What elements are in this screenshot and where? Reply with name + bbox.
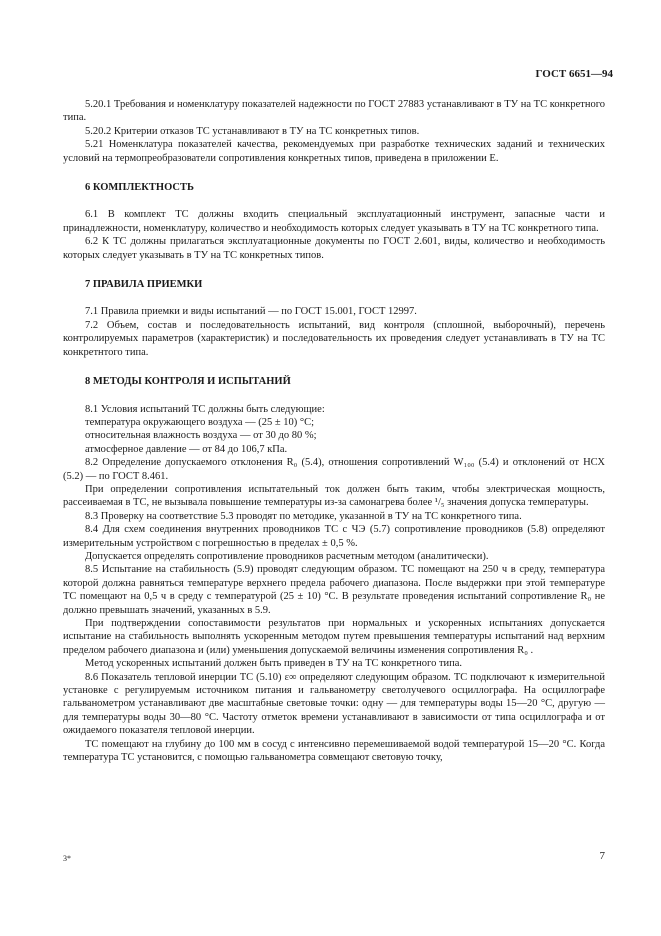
paragraph-accelerated-method: Метод ускоренных испытаний должен быть приведен в ТУ на ТС конкретного типа. <box>85 658 463 670</box>
paragraph-test-current: При определении сопротивления испытательный ток должен быть таким, чтобы электрическая мощность, рассеиваемая в ТС, не вызывала повышение температуры из-за самонагрева более ¹/₅ значения допуска температуры. <box>63 483 605 509</box>
paragraph-5-20-1: 5.20.1 Требования и номенклатуру показателей надежности по ГОСТ 27883 устанавливают в ТУ на ТС конкретного типа. <box>63 99 605 124</box>
sheet-mark: 3* <box>63 854 71 863</box>
paragraph-6-2: 6.2 К ТС должны прилагаться эксплуатационные документы по ГОСТ 2.601, виды, количество и необходимость которых следует указывать в ТУ на ТС конкретных типов. <box>63 236 605 261</box>
paragraph-accelerated-tests: При подтверждении сопоставимости результатов при нормальных и ускоренных испытаниях допускается испытание на стабильность выполнять ускоренным методом путем превышения температуры испытаний над верхним пределом рабочего диапазона и (или) уменьшения допускаемой величины изменения сопротивления R₀ . <box>63 618 605 656</box>
condition-pressure: атмосферное давление — от 84 до 106,7 кПа. <box>85 443 288 455</box>
paragraph-8-3: 8.3 Проверку на соответствие 5.3 проводят по методике, указанной в ТУ на ТС конкретного типа. <box>85 510 522 522</box>
condition-humidity: относительная влажность воздуха — от 30 до 80 %; <box>85 430 317 442</box>
paragraph-6-1: 6.1 В комплект ТС должны входить специальный эксплуатационный инструмент, запасные части и принадлежности, номенклатуру, количество и необходимость которых следует указывать в ТУ на ТС конкретного типа. <box>63 209 605 234</box>
paragraph-8-4: 8.4 Для схем соединения внутренних проводников ТС с ЧЭ (5.7) сопротивление проводников (5.8) определяют измерительным устройством с погрешностью в пределах ± 0,5 %. <box>63 524 605 549</box>
document-code: ГОСТ 6651—94 <box>535 68 613 80</box>
document-body <box>63 98 605 764</box>
paragraph-8-1: 8.1 Условия испытаний ТС должны быть следующие: <box>85 403 325 415</box>
page-number: 7 <box>599 850 605 862</box>
paragraph-5-20-2: 5.20.2 Критерии отказов ТС устанавливают в ТУ на ТС конкретных типов. <box>85 125 420 137</box>
paragraph-5-21: 5.21 Номенклатура показателей качества, рекомендуемых при разработке технических заданий и технических условий на термопреобразователи сопротивления конкретных типов, приведена в приложении Е. <box>63 139 605 164</box>
paragraph-7-2: 7.2 Объем, состав и последовательность испытаний, вид контроля (сплошной, выборочный), перечень контролируемых параметров (характеристик) и последовательность их проведения следует устанавливать в ТУ на ТС конкретнтого типа. <box>63 319 605 358</box>
paragraph-8-2: 8.2 Определение допускаемого отклонения R₀ (5.4), отношения сопротивлений W₁₀₀ (5.4) и отклонений от НСХ (5.2) — по ГОСТ 8.461. <box>63 457 605 482</box>
paragraph-analytic-method: Допускается определять сопротивление проводников расчетным методом (аналитически). <box>85 550 489 562</box>
section-7-heading: 7 ПРАВИЛА ПРИЕМКИ <box>85 279 203 291</box>
section-8-heading: 8 МЕТОДЫ КОНТРОЛЯ И ИСПЫТАНИЙ <box>85 376 291 388</box>
paragraph-8-5: 8.5 Испытание на стабильность (5.9) проводят следующим образом. ТС помещают на 250 ч в среду, температура которой должна равняться температуре верхнего предела рабочего диапазона. После выдержки при этой температуре ТС помещают на 0,5 ч в среду с температурой (25 ± 10) °С. В результате проведения испытаний сопротивление R₀ не должно превышать значений, указанных в 5.9. <box>63 564 605 616</box>
section-6-heading: 6 КОМПЛЕКТНОСТЬ <box>85 182 194 194</box>
paragraph-8-6: 8.6 Показатель тепловой инерции ТС (5.10) ε∞ определяют следующим образом. ТС подключают к измерительной установке с регулируемым источником питания и гальванометру светолучевого осциллографа. На осциллографе гальванометром устанавливают две масштабные световые точки: одну — для температуры воды 15—20 °С, другую — для температуры воды 30—80 °С. Частоту отметок времени устанавливают в зависимости от типа осциллографа и от ожидаемого показателя тепловой инерции. <box>63 671 605 737</box>
paragraph-immersion: ТС помещают на глубину до 100 мм в сосуд с интенсивно перемешиваемой водой температурой 15—20 °С. Когда температура ТС установится, с помощью гальванометра совмещают световую точку, <box>63 738 605 764</box>
condition-temperature: температура окружающего воздуха — (25 ± 10) °С; <box>85 416 315 428</box>
paragraph-7-1: 7.1 Правила приемки и виды испытаний — по ГОСТ 15.001, ГОСТ 12997. <box>85 306 417 318</box>
